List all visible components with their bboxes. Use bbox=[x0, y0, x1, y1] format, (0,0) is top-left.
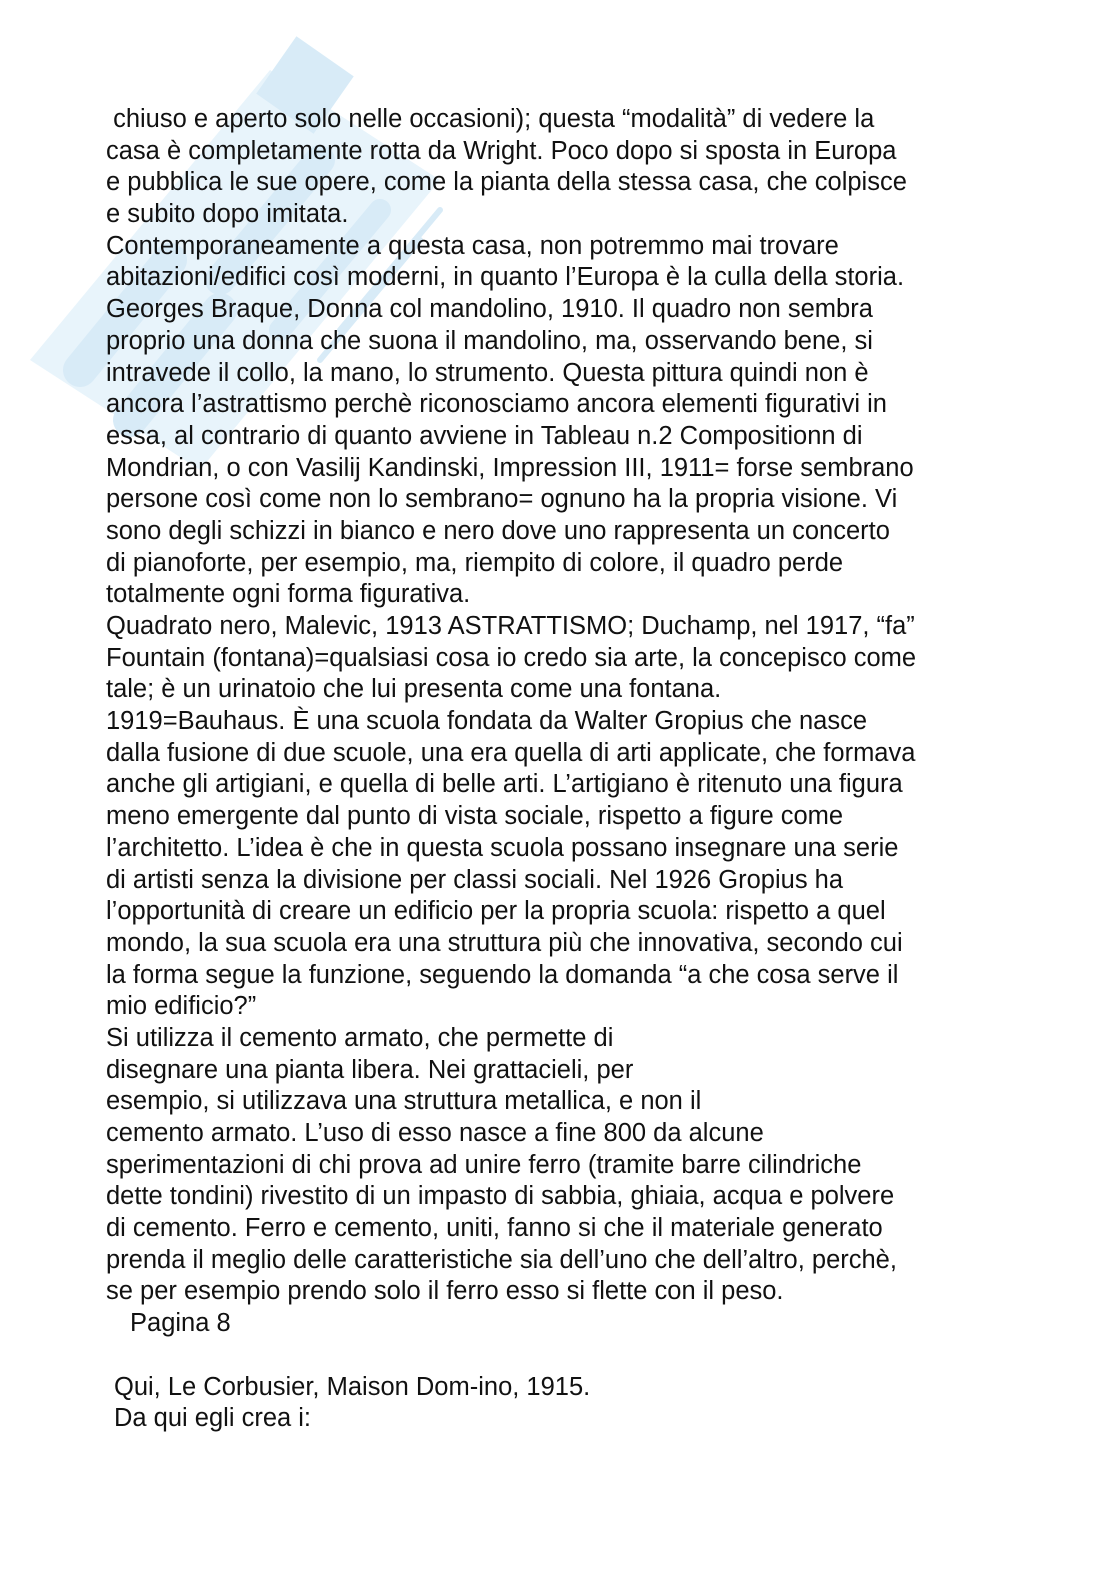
text-line: di artisti senza la divisione per classi sociali. Nel 1926 Gropius ha bbox=[106, 865, 844, 894]
text-line: intravede il collo, la mano, lo strumento. Questa pittura quindi non è bbox=[106, 358, 869, 387]
text-line: Da qui egli crea i: bbox=[114, 1404, 312, 1433]
text-line: chiuso e aperto solo nelle occasioni); questa “modalità” di vedere la bbox=[106, 105, 875, 133]
text-line: l’opportunità di creare un edificio per la propria scuola: rispetto a quel bbox=[106, 897, 886, 926]
text-line: e subito dopo imitata. bbox=[106, 200, 349, 229]
text-line: mondo, la sua scuola era una struttura più che innovativa, secondo cui bbox=[106, 928, 903, 957]
text-line: sono degli schizzi in bianco e nero dove uno rappresenta un concerto bbox=[106, 516, 890, 545]
text-line: dette tondini) rivestito di un impasto di sabbia, ghiaia, acqua e polvere bbox=[106, 1182, 895, 1211]
text-line: disegnare una pianta libera. Nei grattacieli, per bbox=[106, 1055, 634, 1084]
text-line: 1919=Bauhaus. È una scuola fondata da Walter Gropius che nasce bbox=[106, 707, 868, 736]
text-line: Quadrato nero, Malevic, 1913 ASTRATTISMO; Duchamp, nel 1917, “fa” bbox=[106, 612, 915, 640]
text-line: di cemento. Ferro e cemento, uniti, fanno si che il materiale generato bbox=[106, 1214, 883, 1243]
text-line: abitazioni/edifici così moderni, in quanto l’Europa è la culla della storia. bbox=[106, 263, 905, 292]
text-line: di pianoforte, per esempio, ma, riempito di colore, il quadro perde bbox=[106, 548, 844, 577]
text-line: totalmente ogni forma figurativa. bbox=[106, 580, 471, 609]
text-line: dalla fusione di due scuole, una era quella di arti applicate, che formava bbox=[106, 738, 916, 767]
text-line: l’architetto. L’idea è che in questa scuola possano insegnare una serie bbox=[106, 833, 899, 862]
text-line: Georges Braque, Donna col mandolino, 1910. Il quadro non sembra bbox=[106, 295, 873, 324]
text-line: ancora l’astrattismo perchè riconosciamo ancora elementi figurativi in bbox=[106, 390, 887, 419]
text-line: tale; è un urinatoio che lui presenta come una fontana. bbox=[106, 675, 722, 704]
text-line: casa è completamente rotta da Wright. Poco dopo si sposta in Europa bbox=[106, 136, 897, 165]
text-line: anche gli artigiani, e quella di belle arti. L’artigiano è ritenuto una figura bbox=[106, 770, 903, 799]
text-line: Fountain (fontana)=qualsiasi cosa io credo sia arte, la concepisco come bbox=[106, 643, 917, 672]
text-line: esempio, si utilizzava una struttura metallica, e non il bbox=[106, 1087, 702, 1116]
page-label: Pagina 8 bbox=[130, 1309, 231, 1338]
text-line: essa, al contrario di quanto avviene in Tableau n.2 Compositionn di bbox=[106, 421, 863, 450]
text-line: cemento armato. L’uso di esso nasce a fine 800 da alcune bbox=[106, 1119, 764, 1147]
text-line: la forma segue la funzione, seguendo la domanda “a che cosa serve il bbox=[106, 960, 899, 989]
text-line: proprio una donna che suona il mandolino, ma, osservando bene, si bbox=[106, 326, 873, 355]
text-line: persone così come non lo sembrano= ognuno ha la propria visione. Vi bbox=[106, 485, 898, 514]
text-line: Si utilizza il cemento armato, che permette di bbox=[106, 1023, 614, 1052]
document-body-text bbox=[106, 104, 1026, 1308]
document-page bbox=[106, 104, 1026, 1435]
blank-line bbox=[106, 1340, 1026, 1372]
text-line: se per esempio prendo solo il ferro esso si flette con il peso. bbox=[106, 1277, 784, 1306]
document-section-start bbox=[106, 1372, 1026, 1435]
text-line: e pubblica le sue opere, come la pianta della stessa casa, che colpisce bbox=[106, 168, 907, 197]
text-line: prenda il meglio delle caratteristiche sia dell’uno che dell’altro, perchè, bbox=[106, 1245, 897, 1274]
text-line: meno emergente dal punto di vista sociale, rispetto a figure come bbox=[106, 802, 844, 831]
text-line: Qui, Le Corbusier, Maison Dom-ino, 1915. bbox=[114, 1372, 591, 1401]
text-line: sperimentazioni di chi prova ad unire ferro (tramite barre cilindriche bbox=[106, 1150, 862, 1179]
text-line: Mondrian, o con Vasilij Kandinski, Impression III, 1911= forse sembrano bbox=[106, 453, 914, 482]
text-line: mio edificio?” bbox=[106, 992, 257, 1021]
text-line: Contemporaneamente a questa casa, non potremmo mai trovare bbox=[106, 231, 839, 260]
